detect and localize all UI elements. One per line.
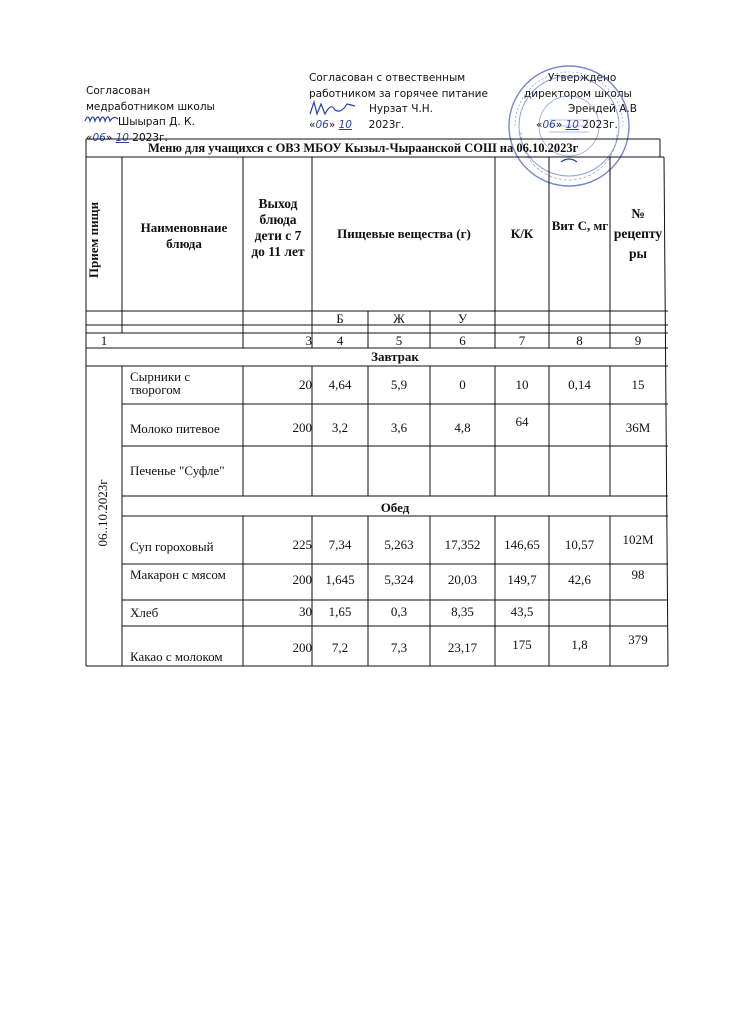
colnum-4: 4 [336,333,344,348]
dish-name: Сырники с творогом [130,369,191,397]
approval-director-line1: Утверждено [548,72,617,84]
carbs: 8,35 [451,604,474,619]
approval-director-year: 2023г. [582,118,618,131]
colnum-9: 9 [634,333,642,348]
fat: 5,9 [390,377,408,392]
dish-name: Печенье "Суфле" [130,463,225,478]
recipe-number: 15 [631,377,645,392]
colnum-6: 6 [459,333,466,348]
carbs: 20,03 [447,572,478,587]
colnum-5: 5 [395,333,403,348]
dish-name: Какао с молоком [130,649,223,664]
subheader-u: У [457,311,468,326]
recipe-number: 102М [622,532,654,547]
header-portion: Выход блюда дети с 7 до 11 лет [251,196,305,259]
carbs: 17,352 [444,537,481,552]
approval-director-name: Эрендей А.В [568,103,637,115]
protein: 3,2 [331,420,349,435]
portion: 225 [292,537,312,552]
portion: 20 [299,377,312,392]
protein: 1,645 [325,572,355,587]
subheader-zh: Ж [393,311,405,326]
dish-name: Молоко питевое [130,421,220,436]
kcal: 149,7 [507,572,537,587]
dish-name: Хлеб [130,605,159,620]
approval-medical-line2: медработником школы [86,100,215,113]
fat: 3,6 [390,420,408,435]
fat: 0,3 [390,604,408,619]
dish-name: Суп гороховый [130,539,214,554]
approval-responsible: Согласован с отвественным работником за горячее питание Нурзат Ч.Н. «06» 10 2023г. [309,72,488,131]
kcal: 175 [512,637,532,652]
vitamin-c: 10,57 [564,537,595,552]
approval-medical: Согласован медработником школы Шыырап Д. К. «06» 10 2023г. [86,85,215,144]
header-recipe: № рецепту ры [613,206,663,261]
header-meal: Прием пищи [86,201,101,279]
approval-director-day: 06 [542,118,556,131]
approval-director-line2: директором школы [524,87,632,100]
protein: 7,34 [328,537,352,552]
approval-director-month: 10 [565,118,579,131]
approval-responsible-line1: Согласован с отвественным [309,72,466,84]
approval-responsible-day: 06 [315,118,329,131]
fat: 5,324 [384,572,414,587]
approval-medical-name: Шыырап Д. К. [118,116,195,128]
protein: 4,64 [328,377,352,392]
header-dish: Наименовнаие блюда [140,220,228,251]
carbs: 23,17 [447,640,478,655]
menu-date-rotated: 06..10.2023г [95,479,110,547]
protein: 1,65 [328,604,352,619]
colnum-1: 1 [100,333,108,348]
medical-signature [84,111,120,125]
colnum-7: 7 [518,333,526,348]
fat: 7,3 [390,640,408,655]
responsible-signature [308,100,360,118]
approval-responsible-year: 2023г. [368,118,405,131]
approval-responsible-name: Нурзат Ч.Н. [369,103,434,115]
approval-medical-line1: Согласован [86,85,151,97]
kcal: 43,5 [510,604,534,619]
vitamin-c: 0,14 [568,377,591,392]
kcal: 10 [515,377,529,392]
recipe-number: 36М [625,420,651,435]
portion: 200 [292,420,312,435]
colnum-8: 8 [576,333,583,348]
subheader-b: Б [336,311,344,326]
menu-title: Меню для учащихся с ОВЗ МБОУ Кызыл-Чыраанской СОШ на 06.10.2023г [148,141,579,155]
dish-name: Макарон с мясом [130,567,226,582]
portion: 30 [299,604,312,619]
portion: 200 [292,640,312,655]
protein: 7,2 [331,640,349,655]
approval-medical-year: 2023г. [132,131,168,144]
section-lunch: Обед [380,500,410,515]
approval-director: Утверждено директором школы Эрендей А.В «06» 10 2023г. [524,72,637,131]
approval-responsible-line2: работником за горячее питание [309,87,488,100]
school-stamp [505,62,633,190]
colnum-3: 3 [305,333,312,348]
approval-medical-month: 10 [115,131,129,144]
carbs: 4,8 [454,420,471,435]
vitamin-c: 1,8 [571,637,588,652]
portion: 200 [292,572,312,587]
header-nutrients: Пищевые вещества (г) [337,226,471,241]
fat: 5,263 [384,537,414,552]
approval-medical-day: 06 [92,131,106,144]
kcal: 64 [515,414,529,429]
carbs: 0 [459,377,466,392]
header-kcal: К/К [510,226,534,241]
header-vitc: Вит С, мг [551,218,609,233]
recipe-number: 379 [628,632,648,647]
vitamin-c: 42,6 [568,572,591,587]
kcal: 146,65 [504,537,540,552]
section-breakfast: Завтрак [371,349,419,364]
recipe-number: 98 [631,567,645,582]
approval-responsible-month: 10 [338,118,352,131]
